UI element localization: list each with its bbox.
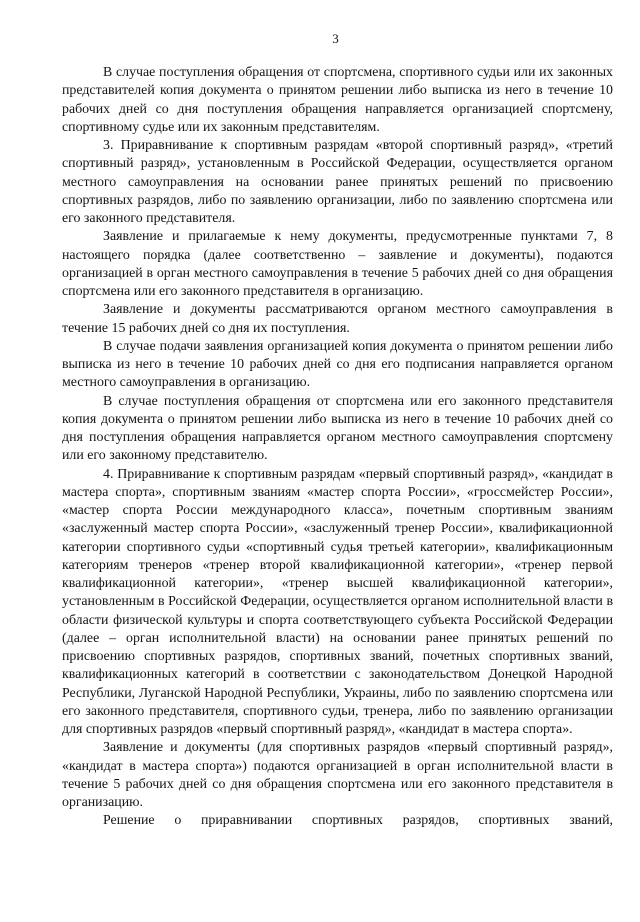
- page-number: 3: [332, 31, 339, 46]
- paragraph-application-submission: Заявление и прилагаемые к нему документы, предусмотренные пунктами 7, 8 настоящего порядка (далее соответственно – заявление и документы), подаются организацией в орган местного самоуправления в течение 5 рабочих дней со дня обращения спортсмена или его законного представителя в организацию.: [62, 229, 613, 299]
- paragraph-organization-notification: В случае подачи заявления организацией копия документа о принятом решении либо выписка из него в течение 10 рабочих дней со дня его подписания направляется органом местного самоуправления в организацию.: [62, 338, 613, 391]
- paragraph-item-3: 3. Приравнивание к спортивным разрядам «второй спортивный разряд», «третий спортивный разряд», установленным в Российской Федерации, осуществляется органом местного самоуправления на основании ранее принятых решений по присвоению спортивных разрядов, либо по заявлению организации, либо по заявлению спортсмена или его законного представителя.: [62, 138, 613, 226]
- paragraph-decision-start: Решение о приравнивании спортивных разрядов, спортивных званий,: [103, 813, 613, 829]
- paragraph-athlete-notification: В случае поступления обращения от спортсмена или его законного представителя копия документа о принятом решении либо выписка из него в течение 10 рабочих дней со дня поступления обращения направляется органом местного самоуправления спортсмену или его законному представителю.: [62, 393, 613, 464]
- paragraph-notification-athlete-judge: В случае поступления обращения от спортсмена, спортивного судьи или их законных представителей копия документа о принятом решении либо выписка из него в течение 10 рабочих дней со дня поступления обращения направляется организацией спортсмену, спортивному судье или их законным представителям.: [62, 65, 613, 135]
- paragraph-executive-submission: Заявление и документы (для спортивных разрядов «первый спортивный разряд», «кандидат в мастера спорта») подаются организацией в орган исполнительной власти в течение 5 рабочих дней со дня обращения спортсмена или его законного представителя в организацию.: [62, 740, 613, 810]
- paragraph-item-4: 4. Приравнивание к спортивным разрядам «первый спортивный разряд», «кандидат в мастера спорта», спортивным званиям «мастер спорта России», «гроссмейстер России», «мастер спорта России международного класса», почетным спортивным званиям «заслуженный мастер спорта России», «заслуженный тренер России», квалификационной категории спортивного судьи «спортивный судья третьей категории», квалификационным категориям тренеров «тренер второй квалификационной категории», «тренер первой квалификационной категории», «тренер высшей квалификационной категории», установленным в Российской Федерации, осуществляется органом исполнительной власти в области физической культуры и спорта соответствующего субъекта Российской Федерации (далее – орган исполнительной власти) на основании ранее принятых решений по присвоению спортивных разрядов, спортивных званий, почетных спортивных званий, квалификационных категорий в соответствии с законодательством Донецкой Народной Республики, Луганской Народной Республики, Украины, либо по заявлению спортсмена или его законного представителя, спортивного судьи, тренера, либо по заявлению организации для спортивных разрядов «первый спортивный разряд», «кандидат в мастера спорта».: [62, 466, 613, 737]
- document-body: [62, 64, 613, 831]
- paragraph-review-period: Заявление и документы рассматриваются органом местного самоуправления в течение 15 рабочих дней со дня их поступления.: [62, 302, 613, 336]
